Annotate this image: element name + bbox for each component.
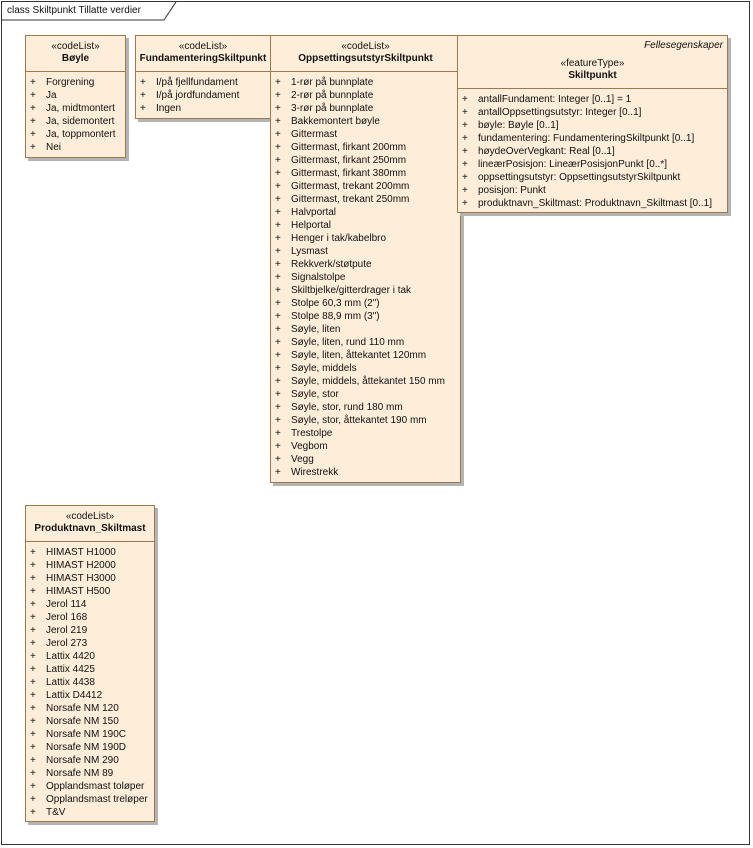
literal-text: Nei xyxy=(46,142,62,153)
attribute-row[interactable] xyxy=(458,184,727,197)
visibility-marker: + xyxy=(462,107,468,118)
literal-row[interactable] xyxy=(271,89,460,102)
attribute-text: produktnavn_Skiltmast: Produktnavn_Skiltmast [0..1] xyxy=(478,198,713,209)
visibility-marker: + xyxy=(30,794,36,805)
visibility-marker: + xyxy=(30,703,36,714)
literal-row[interactable] xyxy=(271,349,460,362)
literal-list xyxy=(271,72,460,479)
literal-list xyxy=(26,542,154,819)
group-note: Fellesegenskaper xyxy=(644,40,723,51)
visibility-marker: + xyxy=(30,625,36,636)
literal-row[interactable] xyxy=(26,559,154,572)
visibility-marker: + xyxy=(462,133,468,144)
visibility-marker: + xyxy=(30,781,36,792)
visibility-marker: + xyxy=(30,651,36,662)
literal-row[interactable] xyxy=(26,585,154,598)
visibility-marker: + xyxy=(30,807,36,818)
attribute-text: lineærPosisjon: LineærPosisjonPunkt [0..*] xyxy=(478,159,667,170)
literal-text: Signalstolpe xyxy=(291,272,346,283)
literal-row[interactable] xyxy=(26,141,125,154)
literal-text: HIMAST H500 xyxy=(46,586,111,597)
literal-text: 3-rør på bunnplate xyxy=(291,103,374,114)
visibility-marker: + xyxy=(275,376,281,387)
literal-text: Jerol 273 xyxy=(46,638,88,649)
literal-row[interactable] xyxy=(26,780,154,793)
visibility-marker: + xyxy=(30,129,36,140)
visibility-marker: + xyxy=(462,120,468,131)
literal-row[interactable] xyxy=(26,611,154,624)
attribute-text: posisjon: Punkt xyxy=(478,185,546,196)
literal-row[interactable] xyxy=(26,663,154,676)
literal-text: Vegbom xyxy=(291,441,328,452)
attribute-row[interactable] xyxy=(458,145,727,158)
literal-text: HIMAST H2000 xyxy=(46,560,116,571)
literal-row[interactable] xyxy=(136,76,270,89)
literal-text: Lattix 4425 xyxy=(46,664,95,675)
literal-row[interactable] xyxy=(271,362,460,375)
stereotype-label: «codeList» xyxy=(341,41,390,52)
visibility-marker: + xyxy=(275,220,281,231)
visibility-marker: + xyxy=(30,664,36,675)
literal-row[interactable] xyxy=(271,76,460,89)
literal-text: Henger i tak/kabelbro xyxy=(291,233,387,244)
literal-text: Skiltbjelke/gitterdrager i tak xyxy=(291,285,412,296)
visibility-marker: + xyxy=(30,612,36,623)
literal-text: Ja, midtmontert xyxy=(46,103,115,114)
literal-row[interactable] xyxy=(271,128,460,141)
literal-row[interactable] xyxy=(271,401,460,414)
visibility-marker: + xyxy=(275,363,281,374)
visibility-marker: + xyxy=(30,638,36,649)
literal-row[interactable] xyxy=(271,284,460,297)
literal-text: Gittermast, firkant 200mm xyxy=(291,142,407,153)
literal-row[interactable] xyxy=(271,453,460,466)
class-skiltpunkt[interactable] xyxy=(457,35,728,213)
literal-row[interactable] xyxy=(26,89,125,102)
literal-text: Søyle, stor, åttekantet 190 mm xyxy=(291,415,427,426)
visibility-marker: + xyxy=(462,94,468,105)
visibility-marker: + xyxy=(275,155,281,166)
literal-text: Norsafe NM 190D xyxy=(46,742,127,753)
literal-row[interactable] xyxy=(271,271,460,284)
literal-text: Søyle, stor xyxy=(291,389,339,400)
literal-row[interactable] xyxy=(26,624,154,637)
literal-row[interactable] xyxy=(271,427,460,440)
visibility-marker: + xyxy=(30,103,36,114)
visibility-marker: + xyxy=(275,350,281,361)
class-header xyxy=(458,36,727,89)
literal-row[interactable] xyxy=(271,154,460,167)
class-name: Bøyle xyxy=(61,53,90,64)
visibility-marker: + xyxy=(275,259,281,270)
visibility-marker: + xyxy=(275,207,281,218)
visibility-marker: + xyxy=(275,103,281,114)
literal-text: Norsafe NM 89 xyxy=(46,768,114,779)
visibility-marker: + xyxy=(140,90,146,101)
literal-text: Jerol 114 xyxy=(46,599,87,610)
attribute-text: bøyle: Bøyle [0..1] xyxy=(478,120,559,131)
visibility-marker: + xyxy=(275,233,281,244)
visibility-marker: + xyxy=(275,454,281,465)
literal-text: Lattix 4420 xyxy=(46,651,95,662)
literal-text: Stolpe 60,3 mm (2") xyxy=(291,298,380,309)
literal-row[interactable] xyxy=(271,115,460,128)
visibility-marker: + xyxy=(275,415,281,426)
class-header xyxy=(26,506,154,542)
visibility-marker: + xyxy=(30,560,36,571)
literal-text: Stolpe 88,9 mm (3") xyxy=(291,311,380,322)
literal-text: Vegg xyxy=(291,454,314,465)
literal-row[interactable] xyxy=(26,754,154,767)
literal-row[interactable] xyxy=(271,141,460,154)
literal-text: Gittermast, trekant 200mm xyxy=(291,181,410,192)
literal-text: Jerol 219 xyxy=(46,625,88,636)
literal-row[interactable] xyxy=(26,741,154,754)
attribute-row[interactable] xyxy=(458,197,727,210)
visibility-marker: + xyxy=(275,272,281,283)
literal-text: Ja, toppmontert xyxy=(46,129,116,140)
attribute-text: oppsettingsutstyr: OppsettingsutstyrSkiltpunkt xyxy=(478,172,681,183)
class-header xyxy=(271,36,460,72)
class-oppsettingsutstyr-skiltpunkt[interactable] xyxy=(270,35,461,483)
literal-row[interactable] xyxy=(271,414,460,427)
class-boyle[interactable] xyxy=(25,35,126,158)
visibility-marker: + xyxy=(275,467,281,478)
visibility-marker: + xyxy=(30,77,36,88)
visibility-marker: + xyxy=(30,755,36,766)
class-name: Produktnavn_Skiltmast xyxy=(34,523,146,534)
visibility-marker: + xyxy=(275,194,281,205)
literal-text: Norsafe NM 290 xyxy=(46,755,119,766)
literal-row[interactable] xyxy=(26,650,154,663)
literal-row[interactable] xyxy=(26,715,154,728)
visibility-marker: + xyxy=(275,389,281,400)
literal-text: Trestolpe xyxy=(291,428,333,439)
literal-text: Søyle, liten, åttekantet 120mm xyxy=(291,350,427,361)
literal-row[interactable] xyxy=(136,102,270,115)
literal-row[interactable] xyxy=(271,297,460,310)
class-name: FundamenteringSkiltpunkt xyxy=(139,53,267,64)
visibility-marker: + xyxy=(462,172,468,183)
class-header xyxy=(26,36,125,72)
class-fundamentering-skiltpunkt[interactable] xyxy=(135,35,271,119)
visibility-marker: + xyxy=(275,116,281,127)
literal-row[interactable] xyxy=(271,167,460,180)
attribute-text: fundamentering: FundamenteringSkiltpunkt [0..1] xyxy=(478,133,695,144)
visibility-marker: + xyxy=(30,599,36,610)
literal-text: HIMAST H3000 xyxy=(46,573,116,584)
attribute-text: høydeOverVegkant: Real [0..1] xyxy=(478,146,615,157)
stereotype-label: «codeList» xyxy=(51,41,100,52)
visibility-marker: + xyxy=(30,742,36,753)
literal-row[interactable] xyxy=(271,310,460,323)
literal-text: Lattix 4438 xyxy=(46,677,95,688)
literal-row[interactable] xyxy=(26,546,154,559)
visibility-marker: + xyxy=(30,573,36,584)
literal-text: 2-rør på bunnplate xyxy=(291,90,374,101)
literal-text: Søyle, stor, rund 180 mm xyxy=(291,402,403,413)
literal-row[interactable] xyxy=(271,440,460,453)
literal-row[interactable] xyxy=(26,676,154,689)
literal-row[interactable] xyxy=(271,180,460,193)
attribute-row[interactable] xyxy=(458,171,727,184)
literal-text: Bakkemontert bøyle xyxy=(291,116,380,127)
literal-text: Gittermast, firkant 250mm xyxy=(291,155,407,166)
attribute-row[interactable] xyxy=(458,119,727,132)
visibility-marker: + xyxy=(30,677,36,688)
visibility-marker: + xyxy=(462,146,468,157)
literal-row[interactable] xyxy=(26,806,154,819)
literal-row[interactable] xyxy=(26,728,154,741)
visibility-marker: + xyxy=(275,428,281,439)
visibility-marker: + xyxy=(30,768,36,779)
literal-text: Søyle, middels, åttekantet 150 mm xyxy=(291,376,445,387)
visibility-marker: + xyxy=(275,337,281,348)
literal-row[interactable] xyxy=(26,637,154,650)
literal-row[interactable] xyxy=(26,598,154,611)
class-name: OppsettingsutstyrSkiltpunkt xyxy=(298,53,433,64)
literal-row[interactable] xyxy=(271,258,460,271)
visibility-marker: + xyxy=(30,116,36,127)
literal-text: I/på fjellfundament xyxy=(156,77,238,88)
literal-list xyxy=(26,72,125,154)
literal-list xyxy=(136,72,270,115)
literal-text: Gittermast, trekant 250mm xyxy=(291,194,410,205)
literal-text: Forgrening xyxy=(46,77,95,88)
attribute-text: antallFundament: Integer [0..1] = 1 xyxy=(478,94,632,105)
literal-text: Norsafe NM 150 xyxy=(46,716,119,727)
literal-text: Lysmast xyxy=(291,246,328,257)
literal-row[interactable] xyxy=(26,76,125,89)
literal-row[interactable] xyxy=(26,702,154,715)
literal-text: Gittermast, firkant 380mm xyxy=(291,168,407,179)
visibility-marker: + xyxy=(462,185,468,196)
attribute-row[interactable] xyxy=(458,93,727,106)
visibility-marker: + xyxy=(275,402,281,413)
class-header xyxy=(136,36,270,72)
literal-text: HIMAST H1000 xyxy=(46,547,116,558)
literal-text: Norsafe NM 120 xyxy=(46,703,119,714)
attribute-row[interactable] xyxy=(458,158,727,171)
visibility-marker: + xyxy=(462,198,468,209)
visibility-marker: + xyxy=(462,159,468,170)
visibility-marker: + xyxy=(30,586,36,597)
class-produktnavn-skiltmast[interactable] xyxy=(25,505,155,822)
literal-text: T&V xyxy=(46,807,66,818)
literal-row[interactable] xyxy=(271,375,460,388)
visibility-marker: + xyxy=(30,690,36,701)
literal-text: Opplandsmast toløper xyxy=(46,781,145,792)
stereotype-label: «codeList» xyxy=(65,511,115,522)
literal-text: Ingen xyxy=(156,103,182,114)
literal-row[interactable] xyxy=(26,102,125,115)
visibility-marker: + xyxy=(30,547,36,558)
literal-row[interactable] xyxy=(26,767,154,780)
literal-row[interactable] xyxy=(271,193,460,206)
visibility-marker: + xyxy=(275,142,281,153)
visibility-marker: + xyxy=(275,77,281,88)
attribute-row[interactable] xyxy=(458,106,727,119)
literal-row[interactable] xyxy=(271,219,460,232)
literal-text: I/på jordfundament xyxy=(156,90,240,101)
literal-row[interactable] xyxy=(26,793,154,806)
literal-text: Søyle, middels xyxy=(291,363,357,374)
literal-row[interactable] xyxy=(271,388,460,401)
stereotype-label: «featureType» xyxy=(560,58,625,69)
visibility-marker: + xyxy=(275,298,281,309)
visibility-marker: + xyxy=(275,168,281,179)
literal-row[interactable] xyxy=(26,689,154,702)
visibility-marker: + xyxy=(30,716,36,727)
attribute-text: antallOppsettingsutstyr: Integer [0..1] xyxy=(478,107,642,118)
stereotype-label: «codeList» xyxy=(178,41,228,52)
literal-row[interactable] xyxy=(26,572,154,585)
literal-row[interactable] xyxy=(271,245,460,258)
literal-row[interactable] xyxy=(271,102,460,115)
visibility-marker: + xyxy=(140,103,146,114)
visibility-marker: + xyxy=(30,729,36,740)
visibility-marker: + xyxy=(275,324,281,335)
literal-text: Jerol 168 xyxy=(46,612,88,623)
visibility-marker: + xyxy=(275,285,281,296)
literal-text: Ja, sidemontert xyxy=(46,116,115,127)
visibility-marker: + xyxy=(275,90,281,101)
literal-row[interactable] xyxy=(271,232,460,245)
literal-row[interactable] xyxy=(271,336,460,349)
literal-text: Rekkverk/støtpute xyxy=(291,259,372,270)
literal-text: Ja xyxy=(46,90,57,101)
class-name: Skiltpunkt xyxy=(568,70,617,81)
visibility-marker: + xyxy=(140,77,146,88)
attribute-list xyxy=(458,89,727,210)
literal-text: 1-rør på bunnplate xyxy=(291,77,374,88)
visibility-marker: + xyxy=(275,181,281,192)
literal-text: Halvportal xyxy=(291,207,337,218)
attribute-row[interactable] xyxy=(458,132,727,145)
visibility-marker: + xyxy=(275,441,281,452)
literal-text: Norsafe NM 190C xyxy=(46,729,127,740)
literal-row[interactable] xyxy=(26,128,125,141)
diagram-title: class Skiltpunkt Tillatte verdier xyxy=(7,5,141,16)
visibility-marker: + xyxy=(275,311,281,322)
visibility-marker: + xyxy=(30,142,36,153)
literal-row[interactable] xyxy=(271,466,460,479)
literal-text: Gittermast xyxy=(291,129,338,140)
literal-row[interactable] xyxy=(271,206,460,219)
literal-text: Helportal xyxy=(291,220,332,231)
literal-row[interactable] xyxy=(271,323,460,336)
literal-row[interactable] xyxy=(136,89,270,102)
literal-text: Lattix D4412 xyxy=(46,690,103,701)
visibility-marker: + xyxy=(275,129,281,140)
literal-text: Søyle, liten, rund 110 mm xyxy=(291,337,405,348)
visibility-marker: + xyxy=(275,246,281,257)
literal-text: Wirestrekk xyxy=(291,467,339,478)
visibility-marker: + xyxy=(30,90,36,101)
literal-text: Søyle, liten xyxy=(291,324,341,335)
literal-row[interactable] xyxy=(26,115,125,128)
literal-text: Opplandsmast treløper xyxy=(46,794,148,805)
